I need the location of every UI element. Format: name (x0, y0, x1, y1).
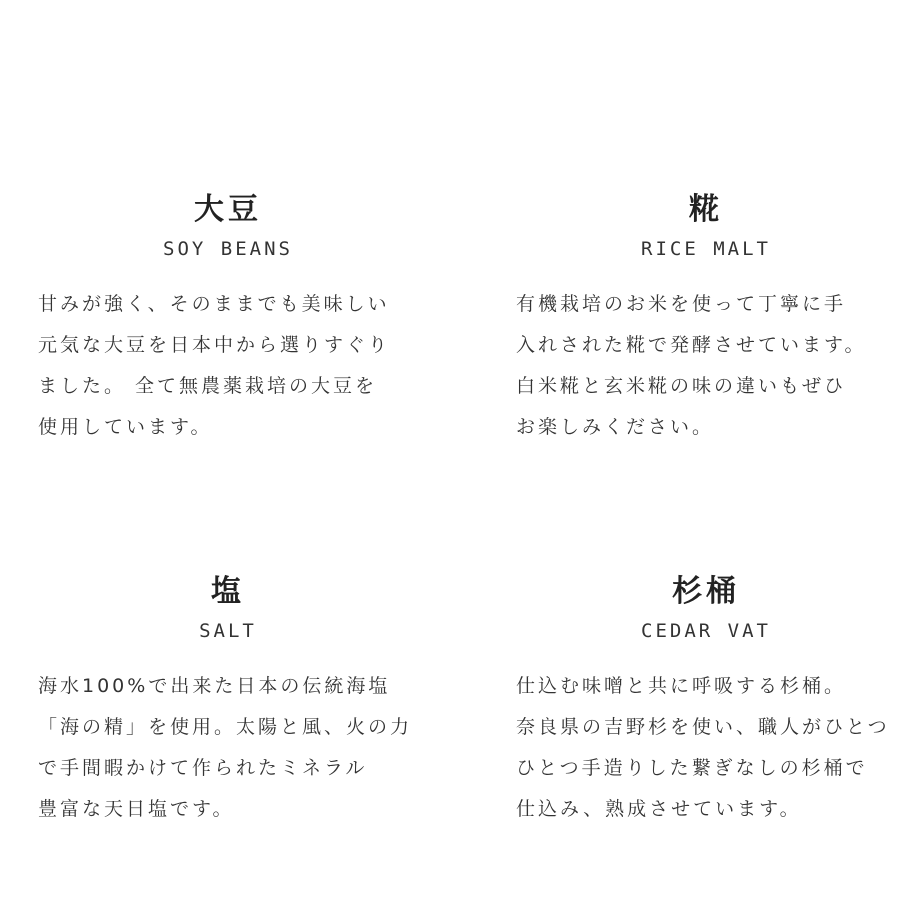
ingredient-description (516, 666, 896, 830)
description-line: お楽しみください。 (516, 416, 715, 438)
ingredient-title-jp: 杉桶 (672, 574, 740, 609)
ingredient-title-jp: 糀 (689, 192, 723, 227)
description-line: 有機栽培のお米を使って丁寧に手 (516, 293, 847, 315)
ingredient-title-en: CEDAR VAT (641, 620, 771, 642)
description-line: 豊富な天日塩です。 (38, 798, 235, 820)
description-line: で手間暇かけて作られたミネラル (38, 757, 368, 779)
description-line: 使用しています。 (38, 416, 213, 438)
ingredient-card-cedar-vat (516, 572, 896, 830)
ingredient-title-en: SOY BEANS (163, 238, 293, 260)
ingredient-title-jp: 塩 (211, 574, 245, 609)
ingredient-description (516, 284, 896, 448)
description-line: 仕込む味噌と共に呼吸する杉桶。 (516, 675, 847, 697)
description-line: 奈良県の吉野杉を使い、職人がひとつ (516, 716, 890, 738)
ingredient-description (38, 666, 418, 830)
description-line: 「海の精」を使用。太陽と風、火の力 (38, 716, 413, 738)
description-line: ました。 全て無農薬栽培の大豆を (38, 375, 378, 397)
description-line: 海水100%で出来た日本の伝統海塩 (38, 675, 391, 697)
description-line: 仕込み、熟成させています。 (516, 798, 802, 820)
ingredient-title-jp: 大豆 (194, 192, 262, 227)
ingredient-title-en: RICE MALT (641, 238, 771, 260)
ingredient-card-rice-malt (516, 190, 896, 448)
description-line: ひとつ手造りした繋ぎなしの杉桶で (516, 757, 868, 779)
ingredient-title-en: SALT (199, 620, 257, 642)
description-line: 元気な大豆を日本中から選りすぐり (38, 334, 391, 356)
description-line: 入れされた糀で発酵させています。 (516, 334, 867, 356)
ingredient-description (38, 284, 418, 448)
description-line: 白米糀と玄米糀の味の違いもぜひ (516, 375, 847, 397)
description-line: 甘みが強く、そのままでも美味しい (38, 293, 390, 315)
ingredient-card-soy-beans (38, 190, 418, 448)
ingredient-card-salt (38, 572, 418, 830)
